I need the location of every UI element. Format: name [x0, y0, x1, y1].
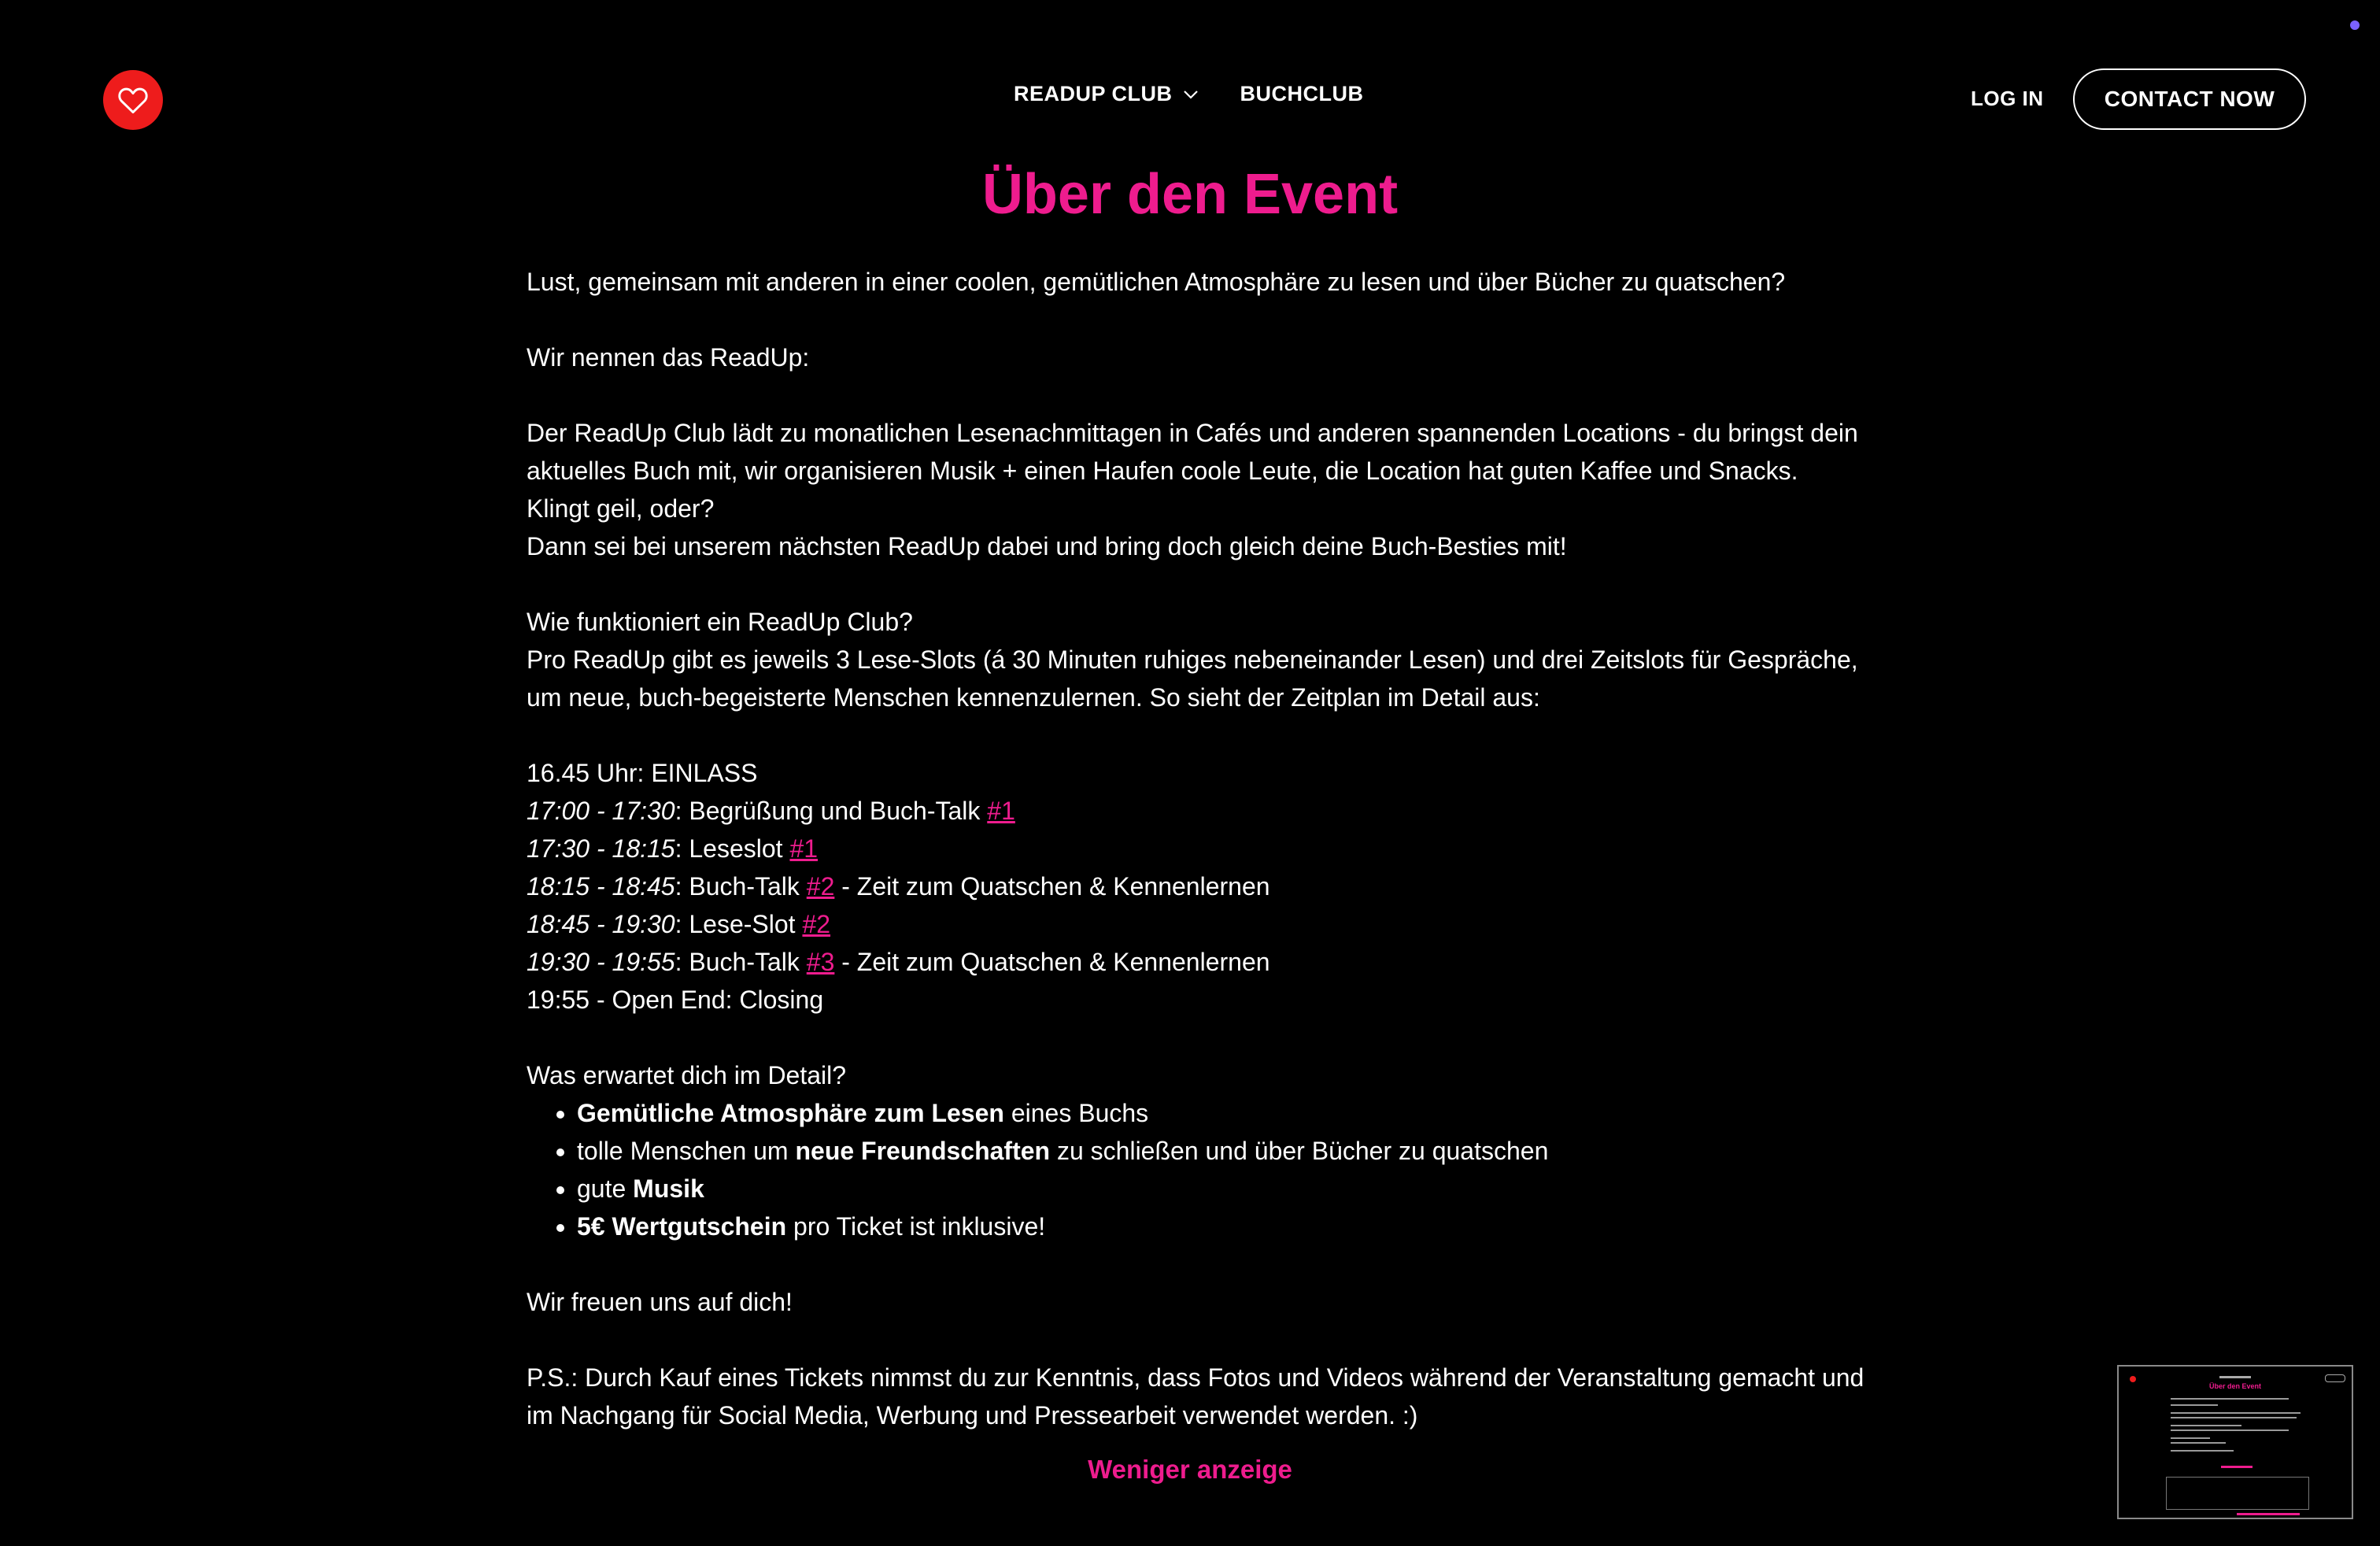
page-title: Über den Event: [981, 163, 1399, 226]
anchor-link[interactable]: #1: [987, 797, 1015, 825]
intro-text: Lust, gemeinsam mit anderen in einer coolen, gemütlichen Atmosphäre zu lesen und über Bücher zu quatschen?: [527, 268, 1786, 296]
main-nav: [1014, 82, 1364, 106]
expect-heading: Was erwartet dich im Detail?: [527, 1061, 847, 1089]
list-item: • tolle Menschen um neue Freundschaften zu schließen und über Bücher zu quatschen: [577, 1132, 1864, 1170]
status-dot: [2350, 20, 2360, 30]
how-text: Pro ReadUp gibt es jeweils 3 Lese-Slots (á 30 Minuten ruhiges nebeneinander Lesen) und drei Zeitslots für Gespräche, um neue, buch-begeisterte Menschen kennenzulernen. So sieht der Zeitplan im Detail aus:: [527, 645, 1858, 712]
list-item: • Gemütliche Atmosphäre zum Lesen eines Buchs: [577, 1094, 1864, 1132]
anchor-link[interactable]: #2: [802, 910, 831, 938]
chevron-down-icon: [1182, 89, 1199, 100]
nav-item-label: READUP CLUB: [1014, 82, 1173, 105]
schedule-item: 18:45 - 19:30: Lese-Slot #2: [527, 910, 831, 938]
schedule-item: 17:00 - 17:30: Begrüßung und Buch-Talk #1: [527, 797, 1015, 825]
closing-line: Wir freuen uns auf dich!: [527, 1288, 793, 1316]
nav-item-buchclub[interactable]: [1240, 82, 1364, 106]
anchor-link[interactable]: #2: [806, 872, 835, 901]
event-description: [527, 263, 1864, 1434]
anchor-link[interactable]: #3: [806, 948, 835, 976]
list-item: • gute Musik: [577, 1170, 1864, 1208]
schedule-entry: 16.45 Uhr: EINLASS: [527, 759, 758, 787]
login-link[interactable]: LOG IN: [1971, 87, 2044, 110]
schedule-item: 19:30 - 19:55: Buch-Talk #3 - Zeit zum Quatschen & Kennenlernen: [527, 948, 1270, 976]
description-text: Klingt geil, oder?: [527, 494, 715, 523]
page-preview-thumbnail[interactable]: Über den Event: [2117, 1365, 2353, 1519]
how-heading: Wie funktioniert ein ReadUp Club?: [527, 608, 913, 636]
anchor-link[interactable]: #1: [789, 834, 819, 863]
we-call-it-text: Wir nennen das ReadUp:: [527, 343, 810, 372]
show-less-button[interactable]: Weniger anzeige: [1088, 1455, 1292, 1484]
contact-now-button[interactable]: CONTACT NOW: [2073, 68, 2306, 130]
schedule-closing: 19:55 - Open End: Closing: [527, 986, 824, 1014]
schedule-item: 17:30 - 18:15: Leseslot #1: [527, 834, 819, 863]
expect-list: [527, 1094, 1864, 1245]
nav-item-readup-club[interactable]: [1014, 82, 1199, 106]
schedule-item: 18:15 - 18:45: Buch-Talk #2 - Zeit zum Quatschen & Kennenlernen: [527, 872, 1270, 901]
ps-text: P.S.: Durch Kauf eines Tickets nimmst du zur Kenntnis, dass Fotos und Videos während der Veranstaltung gemacht und im Nachgang für Social Media, Werbung und Pressearbeit verwendet werden. :): [527, 1363, 1864, 1429]
list-item: • 5€ Wertgutschein pro Ticket ist inklusive!: [577, 1208, 1864, 1245]
logo-heart-button[interactable]: [103, 70, 163, 130]
nav-item-label: BUCHCLUB: [1240, 82, 1364, 105]
description-text: Der ReadUp Club lädt zu monatlichen Lesenachmittagen in Cafés und anderen spannenden Locations - du bringst dein aktuelles Buch mit, wir organisieren Musik + einen Haufen coole Leute, die Location hat guten Kaffee und Snacks.: [527, 419, 1858, 485]
heart-icon: [116, 83, 150, 117]
description-text: Dann sei bei unserem nächsten ReadUp dabei und bring doch gleich deine Buch-Besties mit!: [527, 532, 1567, 560]
